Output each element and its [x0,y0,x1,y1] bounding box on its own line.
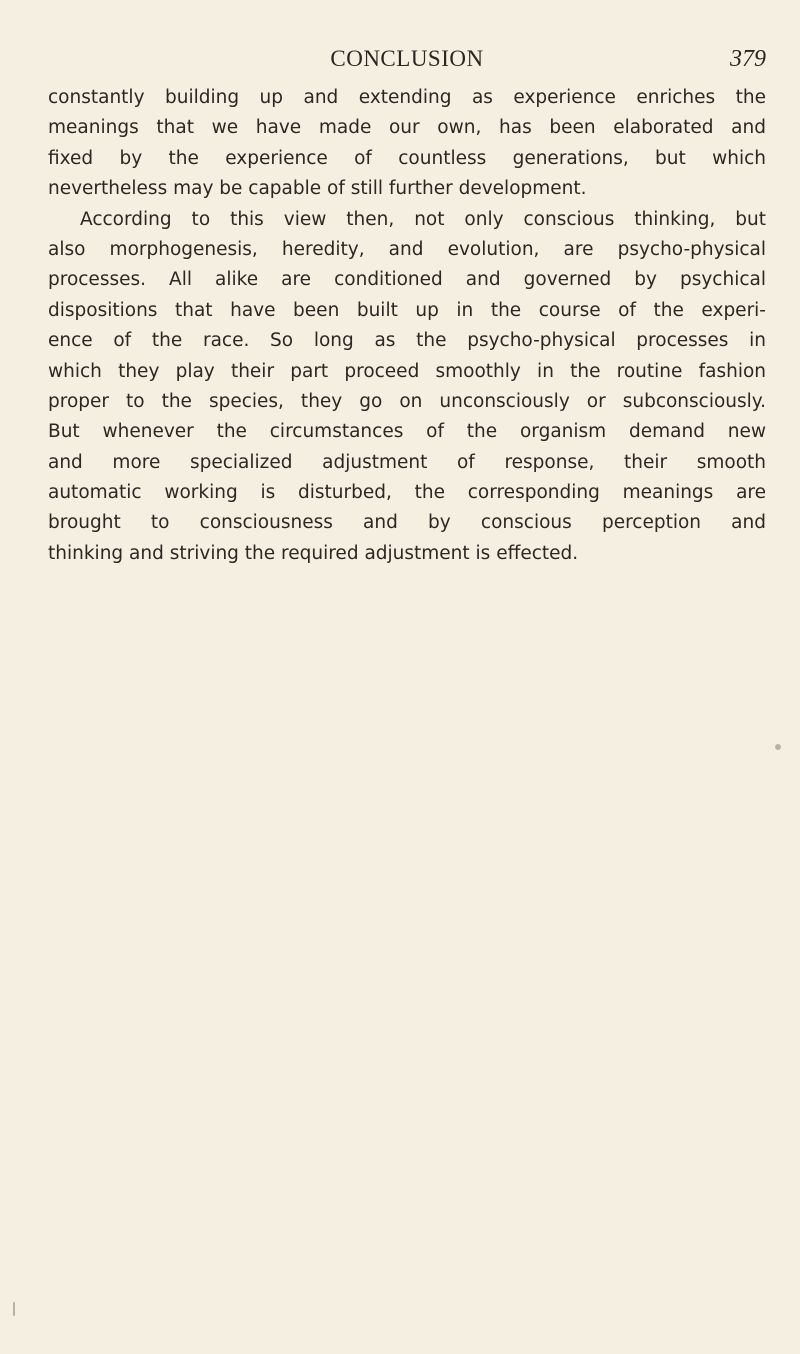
text-line: and more specialized adjustment of response, their smooth [48,451,766,473]
paragraph-first-line: According to this view then, not only conscious thinking, but [80,208,766,230]
text-line: brought to consciousness and by conscious perception and [48,512,766,534]
text-line: thinking and striving the required adjustment is effected. [48,542,579,564]
text-line: dispositions that have been built up in the course of the experi- [48,299,766,321]
text-line: processes. All alike are conditioned and governed by psychical [48,269,766,291]
body-text [48,83,766,569]
paper-speck [775,744,781,750]
text-line: But whenever the circumstances of the organism demand new [48,421,766,443]
text-line: which they play their part proceed smoothly in the routine fashion [48,360,766,382]
text-line: proper to the species, they go on unconsciously or subconsciously. [48,390,766,412]
paper-speck [13,1302,15,1316]
text-line: fixed by the experience of countless generations, but which [48,147,766,169]
chapter-title: CONCLUSION [330,46,484,71]
text-line: meanings that we have made our own, has been elaborated and [48,117,766,139]
text-line: constantly building up and extending as experience enriches the [48,87,766,108]
page-number: 379 [730,46,766,72]
running-head [48,46,766,78]
text-line: nevertheless may be capable of still further development. [48,178,587,200]
text-line: also morphogenesis, heredity, and evolution, are psycho-physical [48,238,766,260]
text-line: automatic working is disturbed, the corresponding meanings are [48,482,766,504]
text-line: ence of the race. So long as the psycho-physical processes in [48,330,766,352]
